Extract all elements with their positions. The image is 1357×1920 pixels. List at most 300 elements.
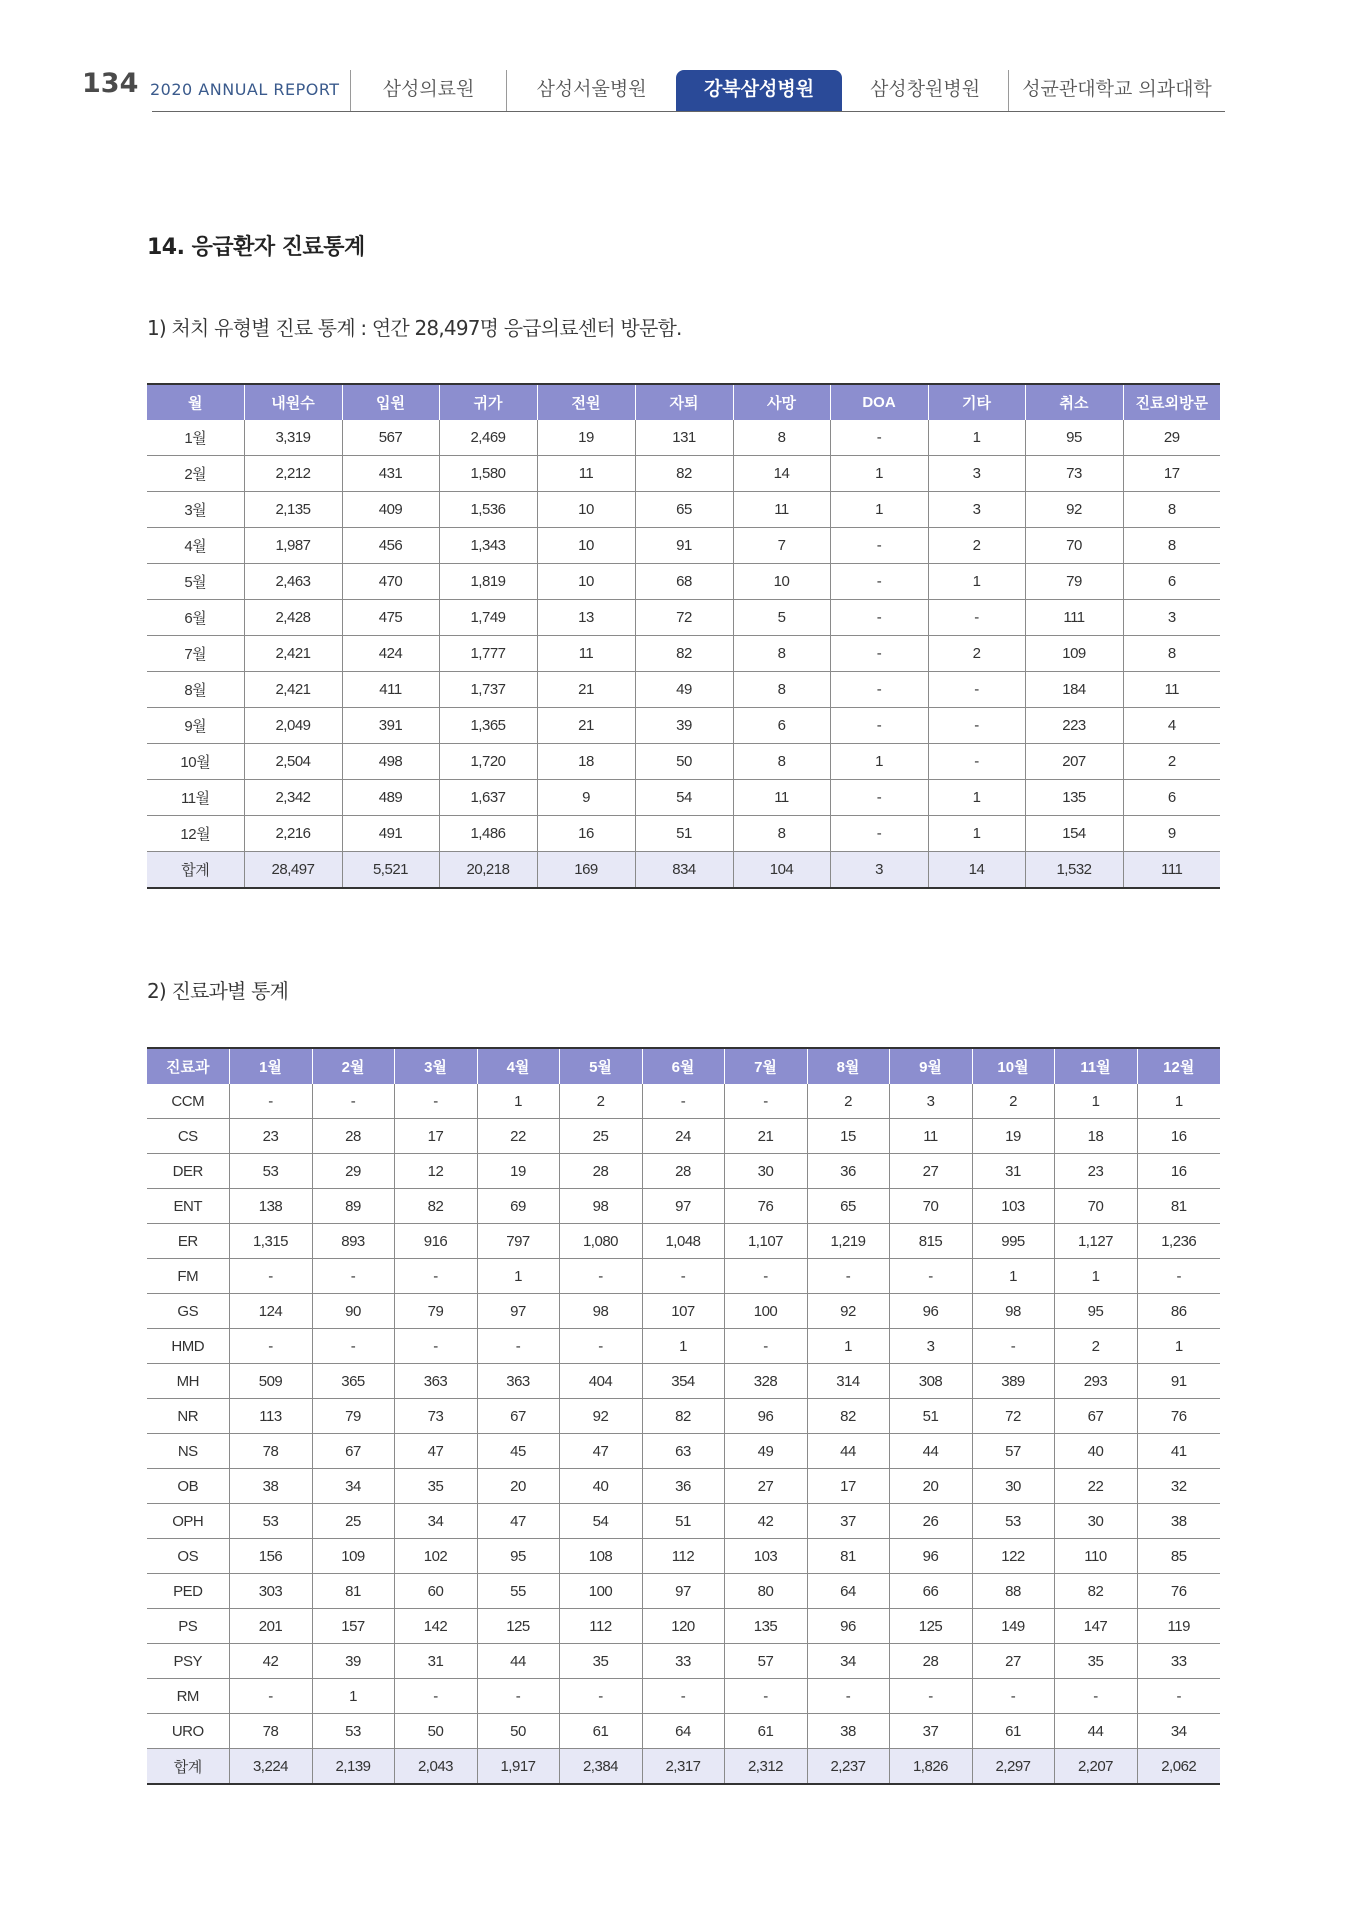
table-cell: 92 [1025,492,1123,528]
total-cell: 2,312 [724,1749,807,1785]
table-cell: 25 [312,1504,394,1539]
table-cell: 1,315 [229,1224,312,1259]
table-cell: 32 [1137,1469,1220,1504]
total-cell: 14 [928,852,1025,889]
row-label: 8월 [147,672,244,708]
table-cell: 314 [807,1364,889,1399]
table-cell: 1 [807,1329,889,1364]
row-label: NR [147,1399,229,1434]
table-cell: 1 [928,564,1025,600]
table-cell: 109 [1025,636,1123,672]
table-cell: 36 [642,1469,724,1504]
table-cell: 154 [1025,816,1123,852]
table-cell: 86 [1137,1294,1220,1329]
table-cell: 308 [889,1364,972,1399]
table-cell: 30 [972,1469,1054,1504]
table-cell: 14 [733,456,830,492]
table-cell: 47 [394,1434,477,1469]
table-cell: 11 [733,492,830,528]
table-cell: 1,365 [439,708,537,744]
table-cell: 38 [807,1714,889,1749]
table-cell: 67 [312,1434,394,1469]
table-cell: 11 [733,780,830,816]
section-title: 14. 응급환자 진료통계 [147,235,365,260]
row-label: 7월 [147,636,244,672]
table-cell: 131 [635,420,733,456]
row-label: 4월 [147,528,244,564]
row-label: NS [147,1434,229,1469]
department-row [147,1644,1220,1679]
month-row [147,780,1220,816]
total-cell: 28,497 [244,852,342,889]
table-cell: 39 [312,1644,394,1679]
total-cell: 3,224 [229,1749,312,1785]
department-row [147,1679,1220,1714]
table-cell: 42 [229,1644,312,1679]
total-cell: 2,297 [972,1749,1054,1785]
table-cell: 1,048 [642,1224,724,1259]
table-cell: 73 [394,1399,477,1434]
column-header: 자퇴 [635,384,733,420]
table-cell: 3 [1123,600,1220,636]
total-cell: 3 [830,852,928,889]
table-cell: 34 [1137,1714,1220,1749]
table-cell: 49 [724,1434,807,1469]
table-cell: 31 [972,1154,1054,1189]
table-cell: 27 [972,1644,1054,1679]
table-cell: 567 [342,420,439,456]
table-cell: 156 [229,1539,312,1574]
table-cell: 53 [229,1154,312,1189]
table-cell: 8 [1123,492,1220,528]
month-row [147,564,1220,600]
month-row [147,744,1220,780]
department-row [147,1364,1220,1399]
table-cell: 2 [807,1084,889,1119]
table-cell: 40 [1054,1434,1137,1469]
table-cell: 3 [889,1084,972,1119]
table-cell: 41 [1137,1434,1220,1469]
month-row [147,456,1220,492]
table-cell: 61 [972,1714,1054,1749]
table-cell: 1,536 [439,492,537,528]
table-cell: 70 [1025,528,1123,564]
table-cell: 1,987 [244,528,342,564]
department-row [147,1329,1220,1364]
table-cell: 53 [312,1714,394,1749]
table-cell: 15 [807,1119,889,1154]
table-cell: 147 [1054,1609,1137,1644]
table-cell: 1 [1054,1259,1137,1294]
table-cell: 8 [733,816,830,852]
table-cell: 57 [972,1434,1054,1469]
row-label: 5월 [147,564,244,600]
table-cell: 12 [394,1154,477,1189]
table-cell: 82 [635,636,733,672]
total-cell: 2,237 [807,1749,889,1785]
table-cell: 68 [635,564,733,600]
table-cell: 18 [1054,1119,1137,1154]
column-header: 8월 [807,1048,889,1084]
table-cell: 67 [477,1399,559,1434]
table-cell: 1,080 [559,1224,642,1259]
table-cell: 207 [1025,744,1123,780]
table-cell: 19 [477,1154,559,1189]
table-cell: 7 [733,528,830,564]
table-cell: - [559,1329,642,1364]
table-cell: 21 [537,708,635,744]
table-cell: 391 [342,708,439,744]
row-label: OS [147,1539,229,1574]
table-cell: 29 [312,1154,394,1189]
table-cell: 2,463 [244,564,342,600]
table-cell: 11 [537,456,635,492]
table-cell: 54 [559,1504,642,1539]
total-cell: 2,139 [312,1749,394,1785]
table-cell: 80 [724,1574,807,1609]
department-row [147,1294,1220,1329]
table-cell: 35 [559,1644,642,1679]
table-cell: 1,486 [439,816,537,852]
total-cell: 1,532 [1025,852,1123,889]
table-cell: 10 [537,492,635,528]
table-cell: 470 [342,564,439,600]
month-row [147,420,1220,456]
table-cell: - [724,1259,807,1294]
table-cell: 1,580 [439,456,537,492]
table-cell: 26 [889,1504,972,1539]
table-cell: 16 [1137,1119,1220,1154]
table-cell: 61 [559,1714,642,1749]
table-cell: 2 [928,636,1025,672]
table-cell: - [642,1679,724,1714]
table-cell: 509 [229,1364,312,1399]
row-label: GS [147,1294,229,1329]
table-cell: 10 [733,564,830,600]
row-label: 12월 [147,816,244,852]
table-cell: - [830,564,928,600]
table-cell: 40 [559,1469,642,1504]
table-cell: 108 [559,1539,642,1574]
row-label: 1월 [147,420,244,456]
table-cell: 11 [1123,672,1220,708]
table-cell: 97 [477,1294,559,1329]
table-cell: 354 [642,1364,724,1399]
table-cell: - [972,1329,1054,1364]
table-cell: - [928,708,1025,744]
table-cell: 6 [1123,564,1220,600]
table2-caption: 2) 진료과별 통계 [147,979,289,1003]
table-cell: 107 [642,1294,724,1329]
table-cell: - [928,600,1025,636]
table-cell: 47 [559,1434,642,1469]
table-cell: 79 [394,1294,477,1329]
table-cell: 389 [972,1364,1054,1399]
table-cell: 78 [229,1434,312,1469]
table-cell: 893 [312,1224,394,1259]
table-cell: 111 [1025,600,1123,636]
table-cell: 76 [1137,1399,1220,1434]
table-cell: 409 [342,492,439,528]
table-cell: 70 [1054,1189,1137,1224]
total-cell: 2,043 [394,1749,477,1785]
table-cell: 1 [830,492,928,528]
section-nav [350,70,1225,112]
month-row [147,528,1220,564]
table-cell: 42 [724,1504,807,1539]
table-cell: 38 [229,1469,312,1504]
table-cell: 36 [807,1154,889,1189]
total-cell: 5,521 [342,852,439,889]
table-cell: 54 [635,780,733,816]
table-cell: 82 [642,1399,724,1434]
table-cell: 223 [1025,708,1123,744]
table-cell: 184 [1025,672,1123,708]
table-cell: - [559,1259,642,1294]
table-cell: 102 [394,1539,477,1574]
table-cell: 120 [642,1609,724,1644]
table-cell: 98 [559,1189,642,1224]
row-label: FM [147,1259,229,1294]
table-cell: 45 [477,1434,559,1469]
row-label: CS [147,1119,229,1154]
table-cell: 64 [642,1714,724,1749]
table-cell: - [1137,1259,1220,1294]
table-cell: 21 [724,1119,807,1154]
nav-tab[interactable]: 강북삼성병원 [676,70,842,112]
table-cell: 489 [342,780,439,816]
column-header: 귀가 [439,384,537,420]
table-cell: 22 [1054,1469,1137,1504]
table-cell: 38 [1137,1504,1220,1539]
table-cell: 109 [312,1539,394,1574]
column-header: 진료과 [147,1048,229,1084]
table-cell: 66 [889,1574,972,1609]
table-cell: - [724,1679,807,1714]
table-cell: 96 [889,1294,972,1329]
table-cell: 19 [537,420,635,456]
row-label: PED [147,1574,229,1609]
table-cell: 21 [537,672,635,708]
table-cell: 30 [724,1154,807,1189]
nav-tab[interactable]: 삼성창원병원 [869,78,981,100]
table-cell: - [889,1259,972,1294]
table-cell: 76 [1137,1574,1220,1609]
table-cell: 51 [642,1504,724,1539]
table-cell: 125 [889,1609,972,1644]
table-cell: 125 [477,1609,559,1644]
table-cell: - [229,1084,312,1119]
row-label: 3월 [147,492,244,528]
table-cell: - [928,672,1025,708]
table-cell: 8 [733,420,830,456]
column-header: 9월 [889,1048,972,1084]
table-cell: 25 [559,1119,642,1154]
table-cell: 135 [724,1609,807,1644]
table-cell: 89 [312,1189,394,1224]
table-cell: 3,319 [244,420,342,456]
table1-caption: 1) 처치 유형별 진료 통계 : 연간 28,497명 응급의료센터 방문함. [147,316,682,340]
table-cell: - [394,1259,477,1294]
table-cell: 92 [807,1294,889,1329]
table-cell: 91 [635,528,733,564]
table-cell: 2,428 [244,600,342,636]
total-cell: 20,218 [439,852,537,889]
table-cell: 20 [889,1469,972,1504]
total-cell: 834 [635,852,733,889]
table-cell: 18 [537,744,635,780]
table-cell: - [229,1329,312,1364]
row-label: CCM [147,1084,229,1119]
table-cell: 2,469 [439,420,537,456]
table-cell: 797 [477,1224,559,1259]
month-row [147,636,1220,672]
table-cell: 28 [559,1154,642,1189]
total-cell: 2,317 [642,1749,724,1785]
table-cell: 96 [807,1609,889,1644]
table-cell: 1,819 [439,564,537,600]
table-cell: 100 [559,1574,642,1609]
table-cell: 5 [733,600,830,636]
table-cell: 60 [394,1574,477,1609]
department-row [147,1399,1220,1434]
table-cell: 73 [1025,456,1123,492]
table-cell: 1,236 [1137,1224,1220,1259]
table-cell: - [830,708,928,744]
table-cell: 1,219 [807,1224,889,1259]
month-row [147,600,1220,636]
table-cell: 67 [1054,1399,1137,1434]
table-cell: 303 [229,1574,312,1609]
table-cell: 97 [642,1574,724,1609]
table-cell: 82 [1054,1574,1137,1609]
table-cell: 2,216 [244,816,342,852]
table-cell: 28 [312,1119,394,1154]
column-header: DOA [830,384,928,420]
table-cell: 88 [972,1574,1054,1609]
table-cell: - [642,1259,724,1294]
table-cell: 293 [1054,1364,1137,1399]
column-header: 4월 [477,1048,559,1084]
table-cell: 815 [889,1224,972,1259]
table-cell: 11 [889,1119,972,1154]
table-cell: 1 [1137,1084,1220,1119]
table-cell: 411 [342,672,439,708]
month-row [147,816,1220,852]
row-label: ER [147,1224,229,1259]
table-cell: 35 [394,1469,477,1504]
table-cell: - [830,600,928,636]
table-cell: 96 [889,1539,972,1574]
table-cell: 23 [229,1119,312,1154]
table-cell: 122 [972,1539,1054,1574]
table-cell: 27 [889,1154,972,1189]
table-cell: 97 [642,1189,724,1224]
table-cell: 50 [477,1714,559,1749]
table-cell: 79 [312,1399,394,1434]
table-cell: 1,777 [439,636,537,672]
table-cell: - [312,1329,394,1364]
table-cell: - [312,1084,394,1119]
row-label: 10월 [147,744,244,780]
table-cell: - [1137,1679,1220,1714]
table-cell: 30 [1054,1504,1137,1539]
table-cell: 70 [889,1189,972,1224]
column-header: 5월 [559,1048,642,1084]
table-cell: 149 [972,1609,1054,1644]
table-cell: - [889,1679,972,1714]
table-cell: 424 [342,636,439,672]
table-cell: - [229,1679,312,1714]
department-row [147,1189,1220,1224]
total-row [147,852,1220,889]
table-cell: 17 [394,1119,477,1154]
table-cell: 2 [559,1084,642,1119]
table-cell: - [724,1329,807,1364]
nav-tab[interactable]: 삼성서울병원 [506,70,676,112]
department-row [147,1539,1220,1574]
table-cell: 1 [830,744,928,780]
table-cell: 2 [972,1084,1054,1119]
month-row [147,672,1220,708]
table-cell: - [830,528,928,564]
total-cell: 2,384 [559,1749,642,1785]
table-cell: 1,343 [439,528,537,564]
nav-tab[interactable]: 성균관대학교 의과대학 [1008,70,1225,112]
table-cell: 78 [229,1714,312,1749]
table-cell: 17 [1123,456,1220,492]
table-cell: 1 [477,1259,559,1294]
total-cell: 2,062 [1137,1749,1220,1785]
table-cell: 2 [1054,1329,1137,1364]
table-cell: 456 [342,528,439,564]
table-cell: 10 [537,564,635,600]
table-cell: 69 [477,1189,559,1224]
table-cell: 16 [537,816,635,852]
table-cell: 44 [807,1434,889,1469]
table-cell: 498 [342,744,439,780]
table-cell: 57 [724,1644,807,1679]
table-cell: 404 [559,1364,642,1399]
table-cell: 98 [972,1294,1054,1329]
table-cell: 65 [807,1189,889,1224]
column-header: 진료외방문 [1123,384,1220,420]
department-row [147,1224,1220,1259]
table-cell: 50 [635,744,733,780]
table-cell: - [312,1259,394,1294]
row-label: 6월 [147,600,244,636]
table-cell: - [830,420,928,456]
page-header [0,0,1357,120]
column-header: 사망 [733,384,830,420]
table-cell: - [1054,1679,1137,1714]
nav-tab[interactable]: 삼성의료원 [350,70,506,112]
table-cell: - [642,1084,724,1119]
table-cell: - [807,1679,889,1714]
table-cell: 1,637 [439,780,537,816]
table-cell: 44 [1054,1714,1137,1749]
row-label: HMD [147,1329,229,1364]
row-label: MH [147,1364,229,1399]
row-label: 9월 [147,708,244,744]
table-cell: 33 [642,1644,724,1679]
column-header: 3월 [394,1048,477,1084]
department-row [147,1259,1220,1294]
table-cell: 91 [1137,1364,1220,1399]
total-cell: 1,917 [477,1749,559,1785]
table-cell: 328 [724,1364,807,1399]
table-cell: 1,127 [1054,1224,1137,1259]
